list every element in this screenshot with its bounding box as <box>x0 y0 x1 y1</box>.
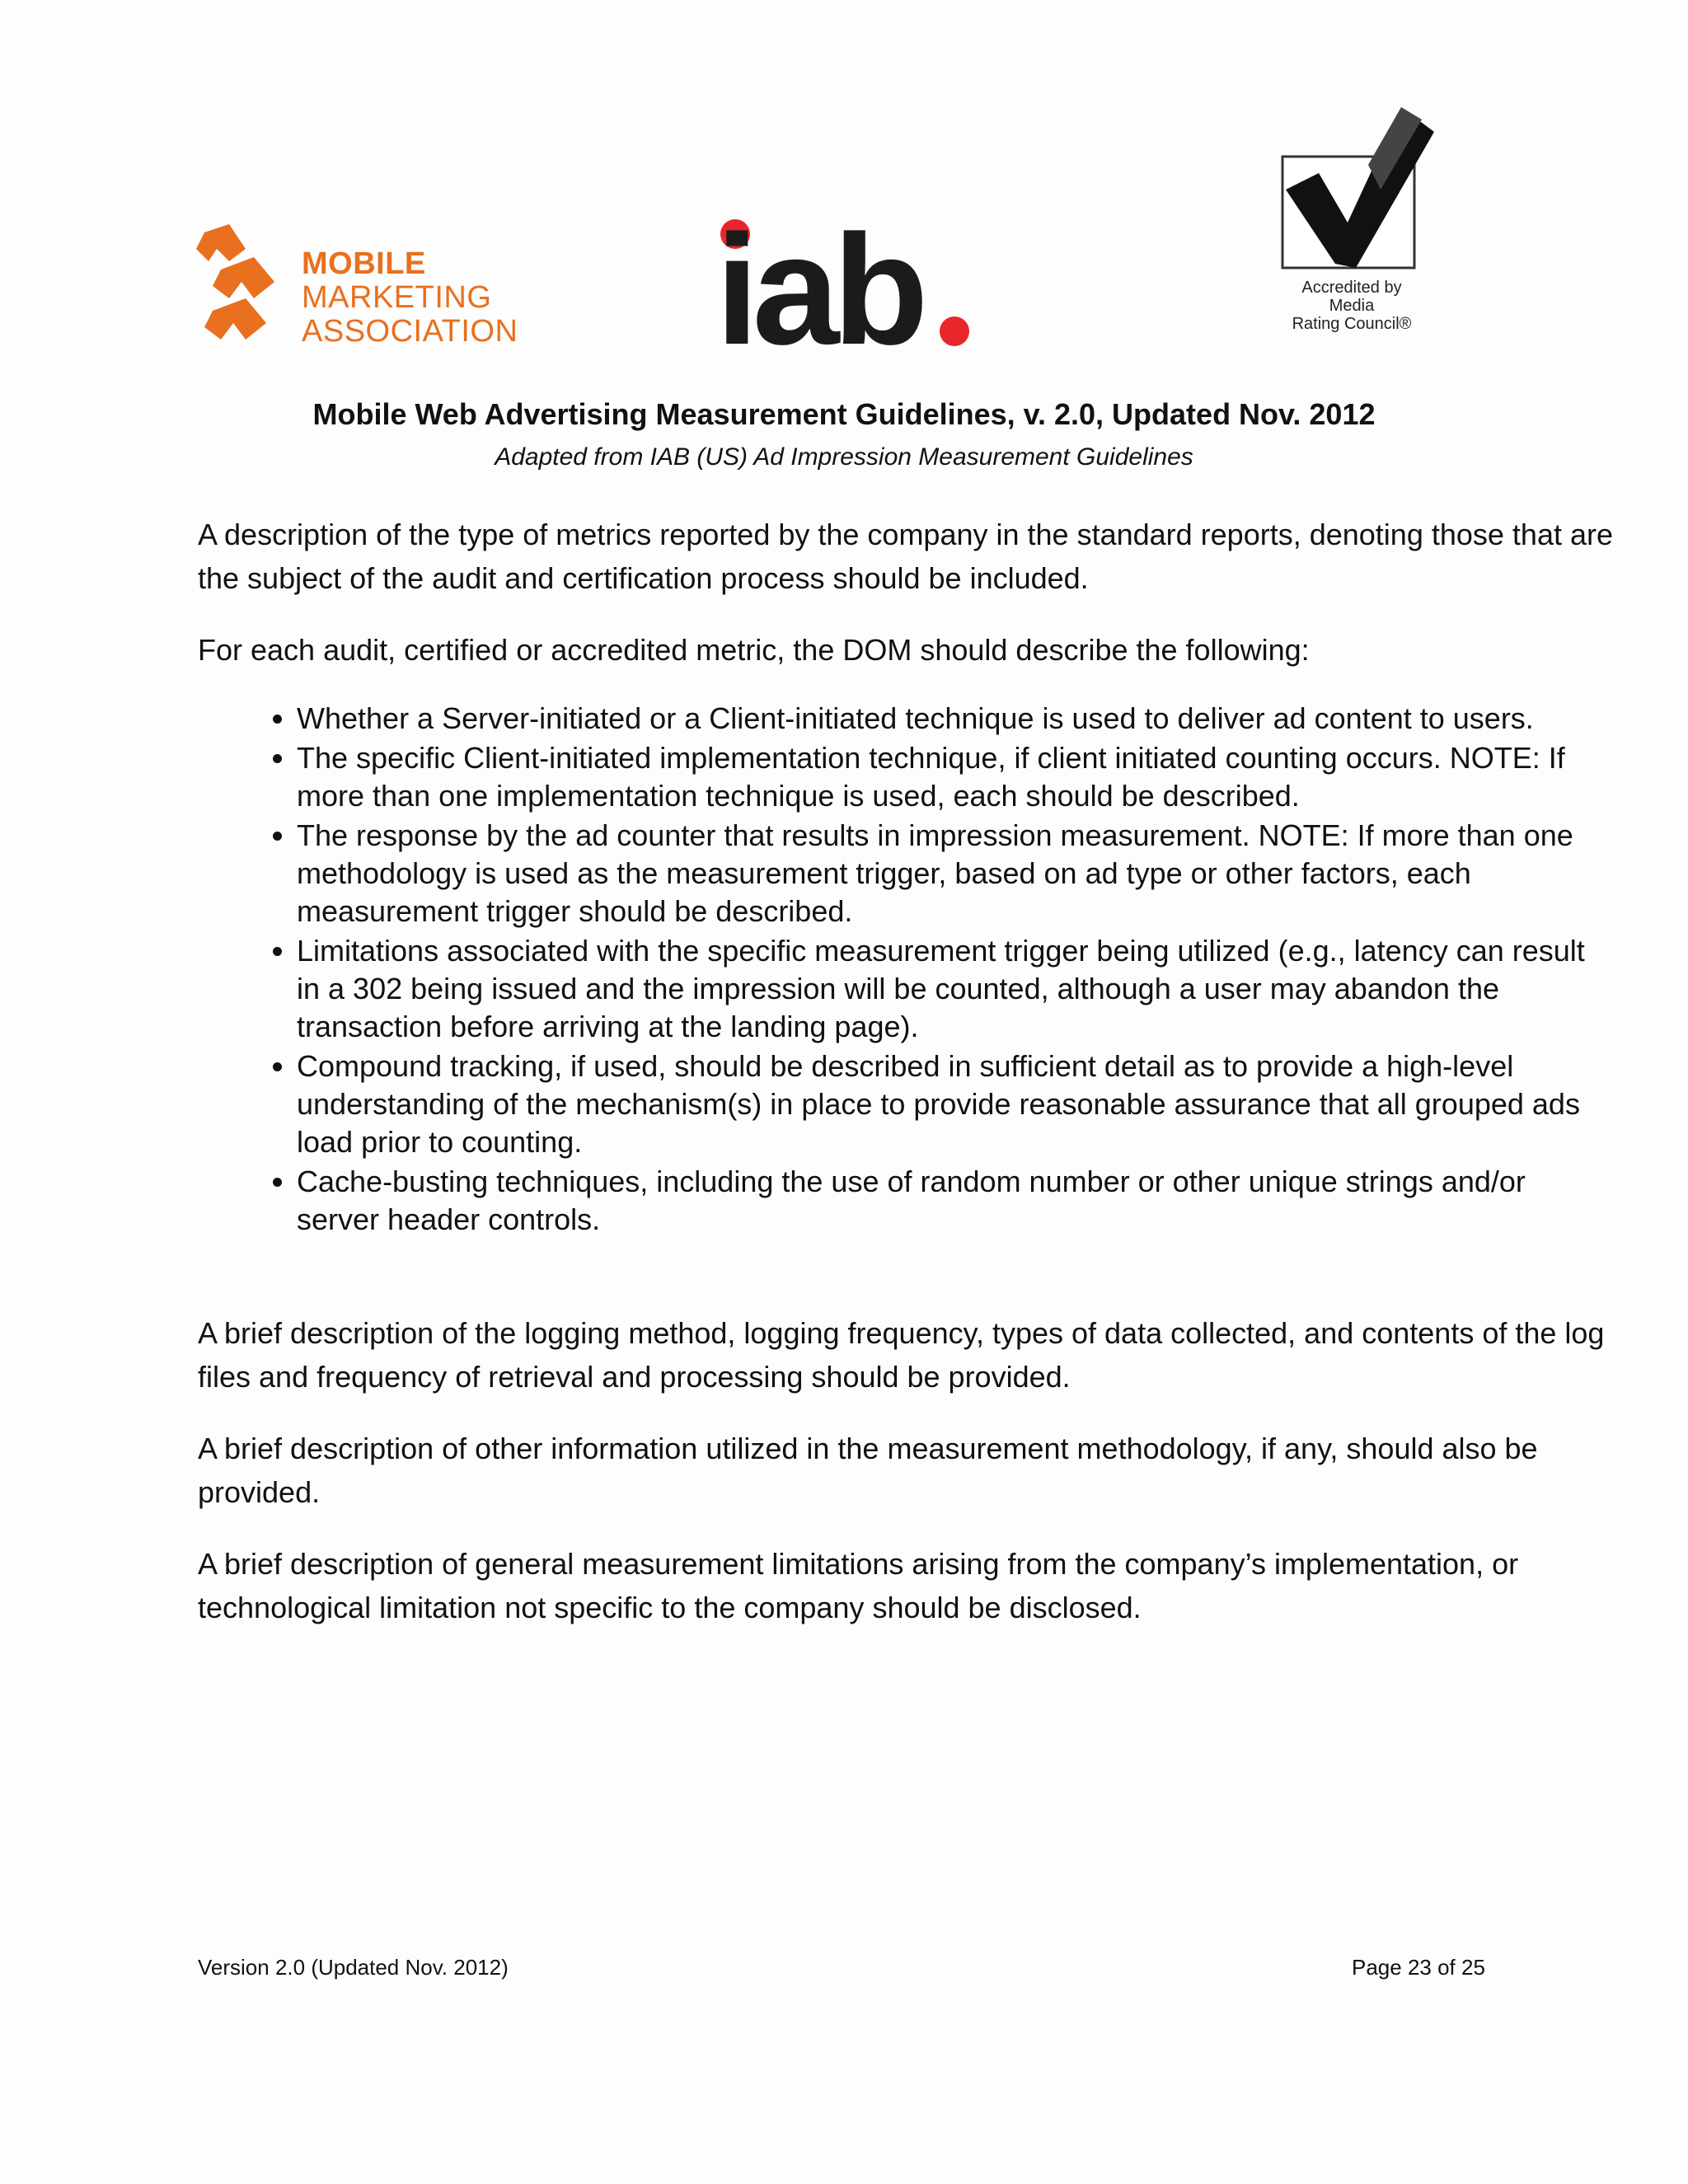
paragraph-logging: A brief description of the logging method, logging frequency, types of data collected, and contents of the log files and frequency of retrieval and processing should be provided. <box>198 1316 1605 1394</box>
mma-wordmark <box>302 247 518 349</box>
mma-line-2: MARKETING <box>302 280 492 315</box>
paragraph-limitations: A brief description of general measurement limitations arising from the company’s implementation, or technological limitation not specific to the company should be disclosed. <box>198 1547 1519 1624</box>
footer-page-number: Page 23 of 25 <box>1352 1955 1485 1980</box>
mrc-line-1: Accredited by <box>1301 279 1402 297</box>
paragraph-dom-intro: For each audit, certified or accredited metric, the DOM should describe the following: <box>198 633 1310 667</box>
mrc-checkmark-icon <box>1278 99 1459 272</box>
document-title: Mobile Web Advertising Measurement Guidelines, v. 2.0, Updated Nov. 2012 <box>312 397 1376 431</box>
document-body <box>198 513 1615 1657</box>
iab-logo <box>715 216 979 356</box>
mma-line-3: ASSOCIATION <box>302 314 518 349</box>
list-item: • Cache-busting techniques, including the use of random number or other unique strings and/or server header controls. <box>297 1163 1615 1239</box>
list-item: • Compound tracking, if used, should be described in sufficient detail as to provide a high-level understanding of the mechanism(s) in place to provide reasonable assurance that all grouped ads load prior to counting. <box>297 1047 1615 1161</box>
mrc-line-3: Rating Council® <box>1292 315 1412 333</box>
mma-mark-icon <box>196 224 295 348</box>
footer-version: Version 2.0 (Updated Nov. 2012) <box>198 1955 509 1980</box>
list-item: • The response by the ad counter that results in impression measurement. NOTE: If more than one methodology is used as the measurement trigger, based on ad type or other factors, each measurement trigger should be described. <box>297 817 1615 930</box>
list-item: • Limitations associated with the specific measurement trigger being utilized (e.g., latency can result in a 302 being issued and the impression will be counted, although a user may abandon the transaction before arriving at the landing page). <box>297 932 1615 1046</box>
iab-logo-graphic <box>715 216 979 356</box>
mma-line-1: MOBILE <box>302 246 426 281</box>
dom-requirements-list <box>198 700 1615 1239</box>
paragraph-metrics: A description of the type of metrics reported by the company in the standard reports, denoting those that are the subject of the audit and certification process should be included. <box>198 518 1613 595</box>
mrc-caption <box>1278 279 1426 333</box>
paragraph-other-info: A brief description of other information utilized in the measurement methodology, if any, should also be provided. <box>198 1432 1538 1509</box>
mma-logo <box>196 224 542 348</box>
list-item: • The specific Client-initiated implementation technique, if client initiated counting occurs. NOTE: If more than one implementation technique is used, each should be described. <box>297 739 1615 815</box>
mrc-line-2: Media <box>1329 297 1375 315</box>
mrc-logo <box>1278 99 1459 346</box>
iab-wordmark: iab <box>715 216 922 356</box>
list-item: • Whether a Server-initiated or a Client-initiated technique is used to deliver ad content to users. <box>297 700 1615 738</box>
document-subtitle: Adapted from IAB (US) Ad Impression Measurement Guidelines <box>495 443 1193 471</box>
